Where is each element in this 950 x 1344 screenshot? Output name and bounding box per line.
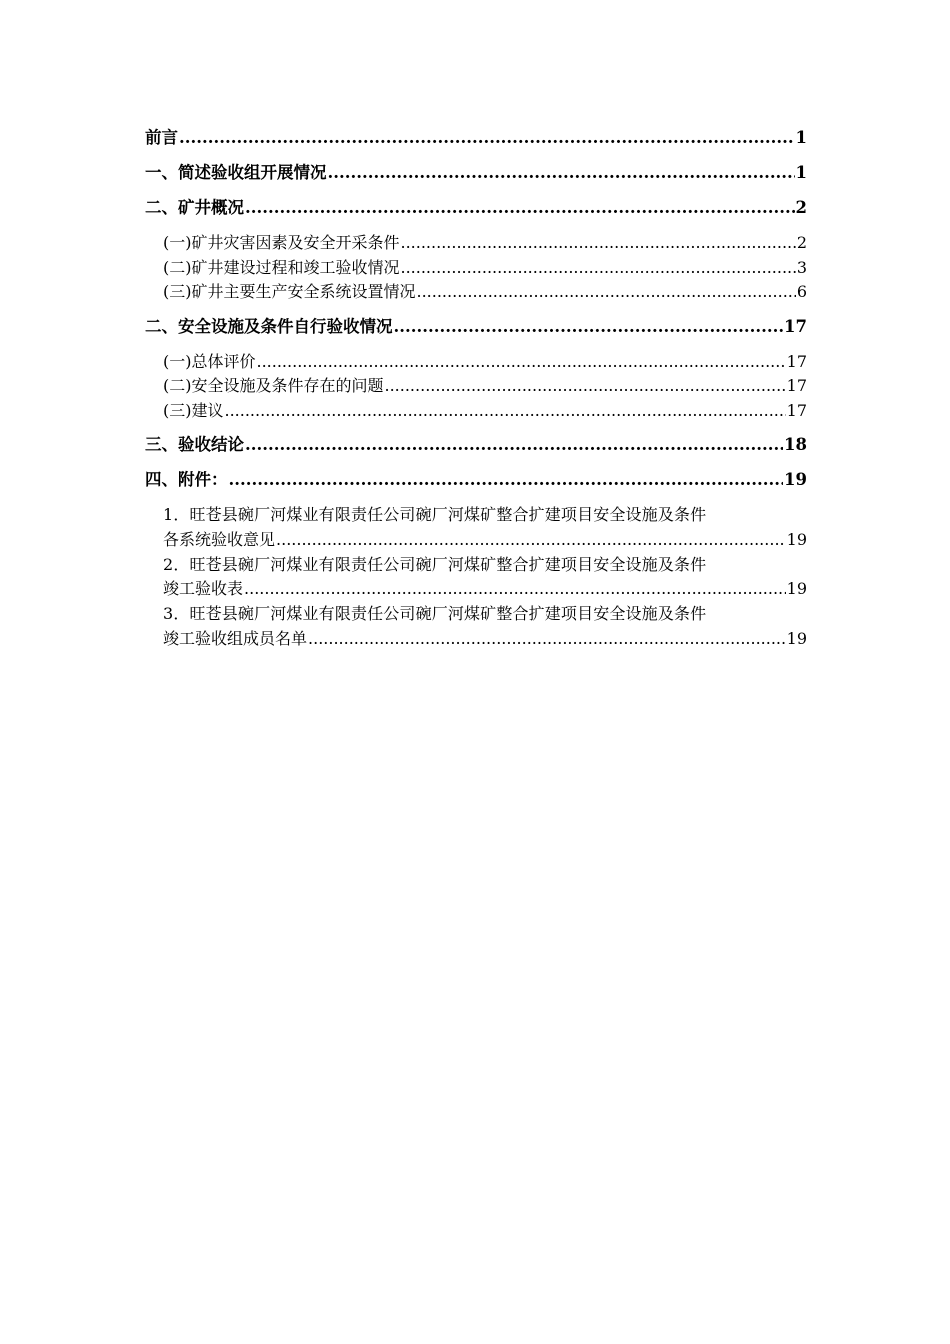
toc-entry-subsection[interactable] [145,350,807,375]
toc-entry-page: 19 [786,529,807,549]
toc-entry-page: 19 [784,470,807,489]
toc-entry-page: 17 [786,400,807,420]
toc-entry-label: (二)安全设施及条件存在的问题 [163,376,384,395]
toc-entry-section-1[interactable] [145,161,807,196]
attachment-title-continuation: 竣工验收表 [163,579,244,598]
toc-entry-label: 前言 [145,128,178,147]
toc-entry-label: 一、简述验收组开展情况 [145,163,327,182]
toc-entry-subsection[interactable] [145,399,807,424]
toc-entry-subsection[interactable] [145,231,807,256]
toc-entry-page: 17 [786,351,807,371]
dot-leader [225,399,786,423]
attachment-title-line: 1．旺苍县碗厂河煤业有限责任公司碗厂河煤矿整合扩建项目安全设施及条件 [163,505,707,524]
toc-attachment-entry[interactable] [145,503,807,552]
dot-leader [257,350,786,374]
dot-leader [417,280,796,304]
toc-entry-page: 2 [796,233,807,252]
dot-leader [245,433,783,457]
toc-entry-page: 1 [795,128,807,147]
toc-entry-subsection[interactable] [145,256,807,281]
dot-leader [328,161,795,185]
toc-entry-label: 三、验收结论 [145,435,244,454]
toc-entry-preface[interactable] [145,126,807,161]
toc-entry-label: (三)矿井主要生产安全系统设置情况 [163,282,416,301]
toc-attachment-entry[interactable] [145,553,807,602]
toc-entry-section-safety[interactable] [145,315,807,350]
dot-leader [394,315,784,339]
toc-entry-page: 3 [796,257,807,277]
attachment-title-continuation: 竣工验收组成员名单 [163,628,308,648]
toc-entry-label: (三)建议 [163,400,224,420]
toc-entry-page: 2 [795,198,807,217]
dot-leader [276,528,786,552]
toc-entry-subsection[interactable] [145,280,807,305]
dot-leader [245,196,795,220]
attachment-title-continuation: 各系统验收意见 [163,529,276,549]
toc-attachment-entry[interactable] [145,602,807,651]
dot-leader [401,231,796,255]
toc-entry-subsection[interactable] [145,374,807,399]
toc-entry-label: 二、安全设施及条件自行验收情况 [145,316,393,336]
toc-entry-section-conclusion[interactable] [145,433,807,468]
toc-entry-label: (二)矿井建设过程和竣工验收情况 [163,257,400,277]
toc-entry-section-2[interactable] [145,196,807,231]
toc-entry-label: 四、附件： [145,470,228,489]
toc-entry-label: (一)总体评价 [163,351,256,371]
toc-entry-page: 1 [795,163,807,182]
toc-entry-page: 19 [786,579,807,598]
dot-leader [244,577,786,601]
dot-leader [179,126,795,150]
dot-leader [385,374,786,398]
toc-entry-label: (一)矿井灾害因素及安全开采条件 [163,233,400,252]
toc-entry-page: 17 [784,316,807,336]
toc-entry-page: 18 [784,435,807,454]
attachment-title-line: 3．旺苍县碗厂河煤业有限责任公司碗厂河煤矿整合扩建项目安全设施及条件 [163,604,707,623]
attachment-title-line: 2．旺苍县碗厂河煤业有限责任公司碗厂河煤矿整合扩建项目安全设施及条件 [163,554,707,574]
toc-entry-page: 17 [786,376,807,395]
toc-entry-page: 6 [796,282,807,301]
dot-leader [308,627,786,651]
toc-entry-page: 19 [786,628,807,648]
toc-entry-label: 二、矿井概况 [145,198,244,217]
dot-leader [229,468,784,492]
table-of-contents [145,126,807,652]
toc-entry-section-attachments[interactable] [145,468,807,503]
dot-leader [401,256,796,280]
